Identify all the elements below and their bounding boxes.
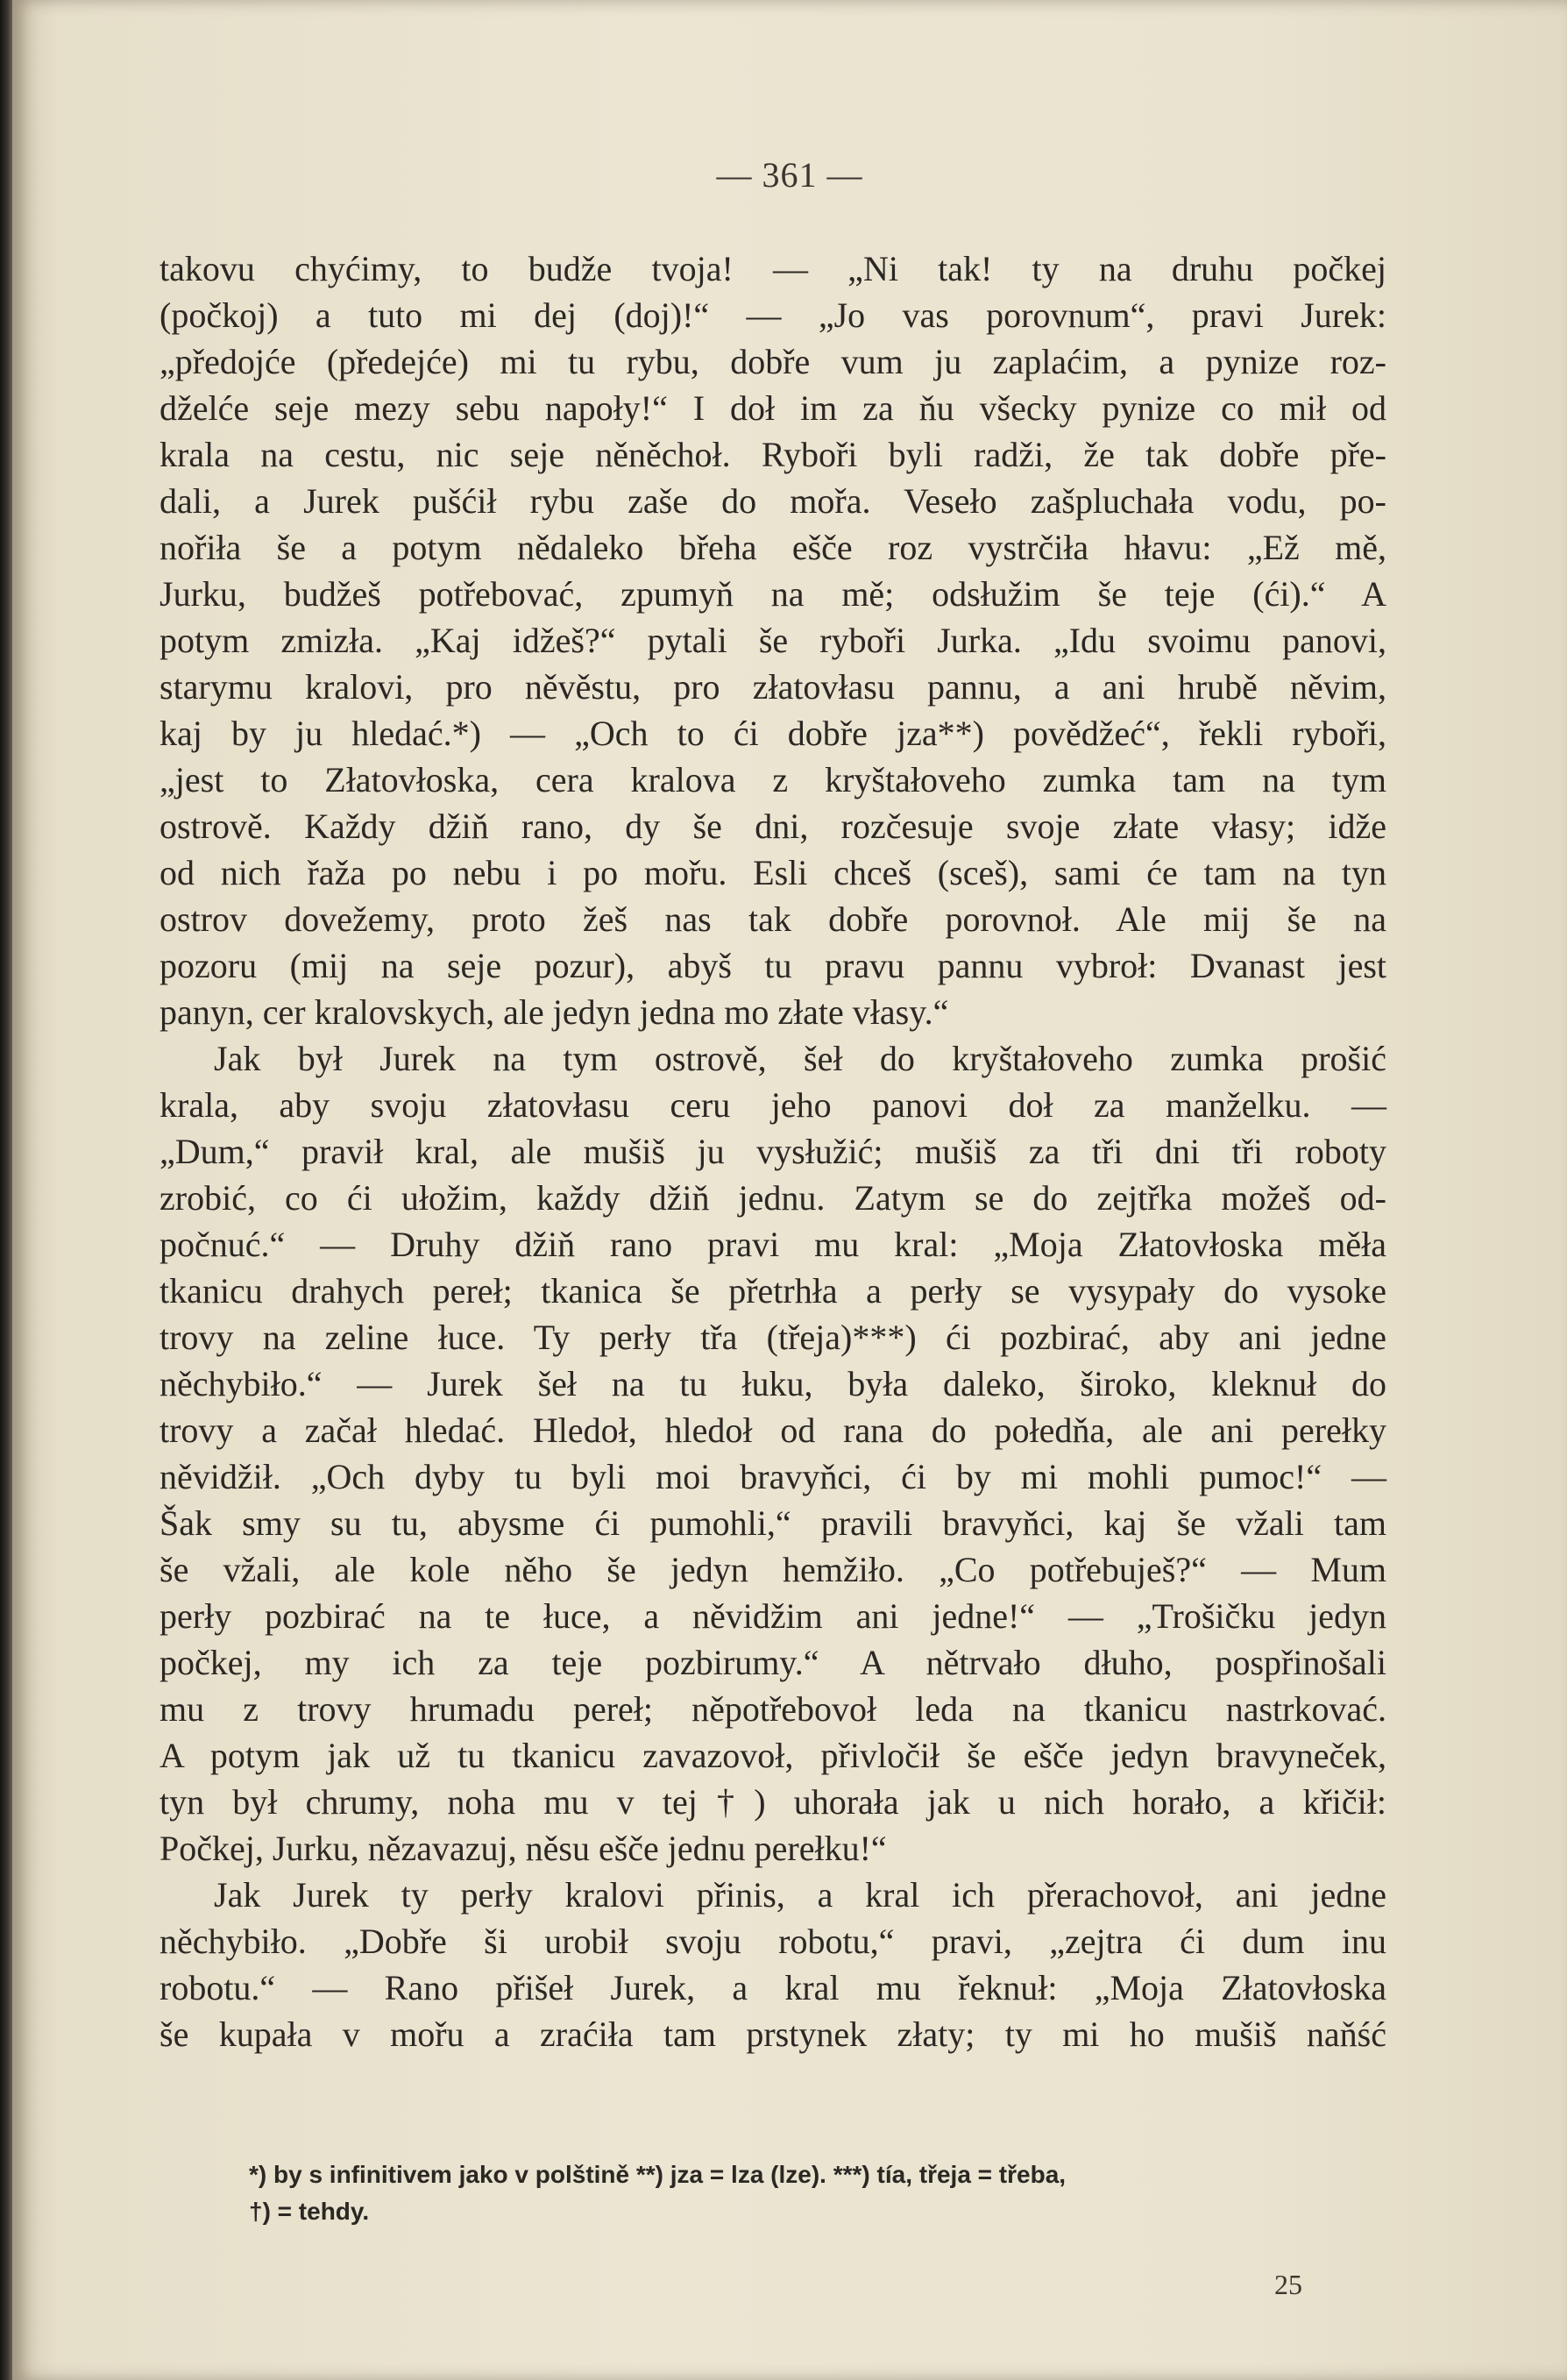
- text-line: panyn, cer kralovskych, ale jedyn jedna mo złate vłasy.“: [160, 992, 949, 1032]
- text-line: potym zmizła. „Kaj idžeš?“ pytali še ryboři Jurka. „Idu svoimu panovi,: [160, 621, 1386, 660]
- text-line: zrobić, co ći ułožim, každy džiň jednu. Zatym se do zejtřka možeš od-: [160, 1178, 1386, 1218]
- text-line: ostrově. Každy džiň rano, dy še dni, rozčesuje svoje złate vłasy; idže: [160, 806, 1386, 846]
- text-line: něchybiło. „Dobře ši urobił svoju robotu,“ pravi, „zejtra ći dum inu: [160, 1922, 1386, 1961]
- book-page: [12, 0, 1567, 2380]
- text-line: trovy a začał hledać. Hledoł, hledoł od rana do połedňa, ale ani perełky: [160, 1410, 1386, 1450]
- book-binding-edge: [0, 0, 12, 2380]
- text-line: něchybiło.“ — Jurek šeł na tu łuku, była daleko, široko, kleknuł do: [160, 1364, 1386, 1403]
- text-line: krala na cestu, nic seje něněchoł. Ryboři byli radži, že tak dobře pře-: [160, 435, 1386, 474]
- text-line: tkanicu drahych pereł; tkanica še přetrhła a perły se vysypały do vysoke: [160, 1271, 1386, 1311]
- footnote-line: †) = tehdy.: [249, 2198, 370, 2225]
- text-line: „předojće (předejće) mi tu rybu, dobře vum ju zaplaćim, a pynize roz-: [160, 342, 1386, 381]
- footnote-line: *) by s infinitivem jako v polštině **) jza = lza (lze). ***) tía, třeja = třeba,: [249, 2161, 1067, 2188]
- text-line: něvidžił. „Och dyby tu byli moi bravyňci, ći by mi mohli pumoc!“ —: [160, 1457, 1386, 1496]
- text-line: Jurku, budžeš potřebovać, zpumyň na mě; odsłužim še teje (ći).“ A: [160, 574, 1386, 614]
- text-line: krala, aby svoju złatovłasu ceru jeho panovi doł za manželku. —: [160, 1085, 1386, 1125]
- text-line: Počkej, Jurku, nězavazuj, něsu ešče jednu perełku!“: [160, 1829, 887, 1868]
- text-line: perły pozbirać na te łuce, a něvidžim ani jedne!“ — „Trošičku jedyn: [160, 1596, 1386, 1636]
- text-line: kaj by ju hledać.*) — „Och to ći dobře jza**) povědžeć“, řekli ryboři,: [160, 714, 1386, 753]
- text-line: starymu kralovi, pro něvěstu, pro złatovłasu pannu, a ani hrubě něvim,: [160, 667, 1386, 707]
- text-line: takovu chyćimy, to budže tvoja! — „Ni tak! ty na druhu počkej: [160, 249, 1386, 288]
- text-line: robotu.“ — Rano přišeł Jurek, a kral mu řeknuł: „Moja Złatovłoska: [160, 1968, 1386, 2007]
- text-line: dali, a Jurek pušćił rybu zaše do mořa. Veseło zašpluchała vodu, po-: [160, 481, 1386, 521]
- text-line: pozoru (mij na seje pozur), abyš tu pravu pannu vybroł: Dvanast jest: [160, 946, 1386, 985]
- text-line: Jak Jurek ty perły kralovi přinis, a kral ich přerachovoł, ani jedne: [214, 1875, 1386, 1915]
- text-line: od nich řaža po nebu i po mořu. Esli chceš (sceš), sami će tam na tyn: [160, 853, 1386, 892]
- text-line: nořiła še a potym nědaleko břeha ešče roz vystrčiła hłavu: „Ež mě,: [160, 528, 1386, 567]
- text-line: ostrov dovežemy, proto žeš nas tak dobře porovnoł. Ale mij še na: [160, 899, 1386, 939]
- footnotes: [249, 2156, 1344, 2230]
- text-line: počkej, my ich za teje pozbirumy.“ A nětrvało dłuho, pospřinošali: [160, 1643, 1386, 1682]
- text-line: „Dum,“ pravił kral, ale mušiš ju vysłužić; mušiš za tři dni tři roboty: [160, 1132, 1386, 1171]
- text-line: trovy na zeline łuce. Ty perły třa (třeja)***) ći pozbirać, aby ani jedne: [160, 1318, 1386, 1357]
- text-line: počnuć.“ — Druhy džiň rano pravi mu kral: „Moja Złatovłoska měła: [160, 1225, 1386, 1264]
- page-header-number: — 361 —: [716, 155, 863, 195]
- text-line: Šak smy su tu, abysme ći pumohli,“ pravili bravyňci, kaj še vžali tam: [160, 1503, 1386, 1543]
- text-line: še vžali, ale kole něho še jedyn hemžiło. „Co potřebuješ?“ — Mum: [160, 1550, 1386, 1589]
- text-line: (počkoj) a tuto mi dej (doj)!“ — „Jo vas porovnum“, pravi Jurek:: [160, 295, 1386, 335]
- text-line: „jest to Złatovłoska, cera kralova z kryštałoveho zumka tam na tym: [160, 760, 1386, 799]
- sheet-signature-number: 25: [1274, 2269, 1302, 2300]
- text-line: A potym jak už tu tkanicu zavazovoł, přivločił še ešče jedyn bravyneček,: [160, 1736, 1386, 1775]
- text-line: tyn był chrumy, noha mu v tej†) uhorała jak u nich horało, a křičił:: [160, 1782, 1386, 1822]
- text-line: dželće seje mezy sebu napoły!“ I doł im za ňu všecky pynize co mił od: [160, 388, 1386, 428]
- text-line: mu z trovy hrumadu pereł; něpotřebovoł leda na tkanicu nastrkovać.: [160, 1689, 1386, 1729]
- body-text: [160, 245, 1386, 2057]
- text-line: še kupała v mořu a zraćiła tam prstynek złaty; ty mi ho mušiš naňść: [160, 2014, 1386, 2054]
- text-line: Jak był Jurek na tym ostrově, šeł do kryštałoveho zumka prošić: [214, 1039, 1386, 1078]
